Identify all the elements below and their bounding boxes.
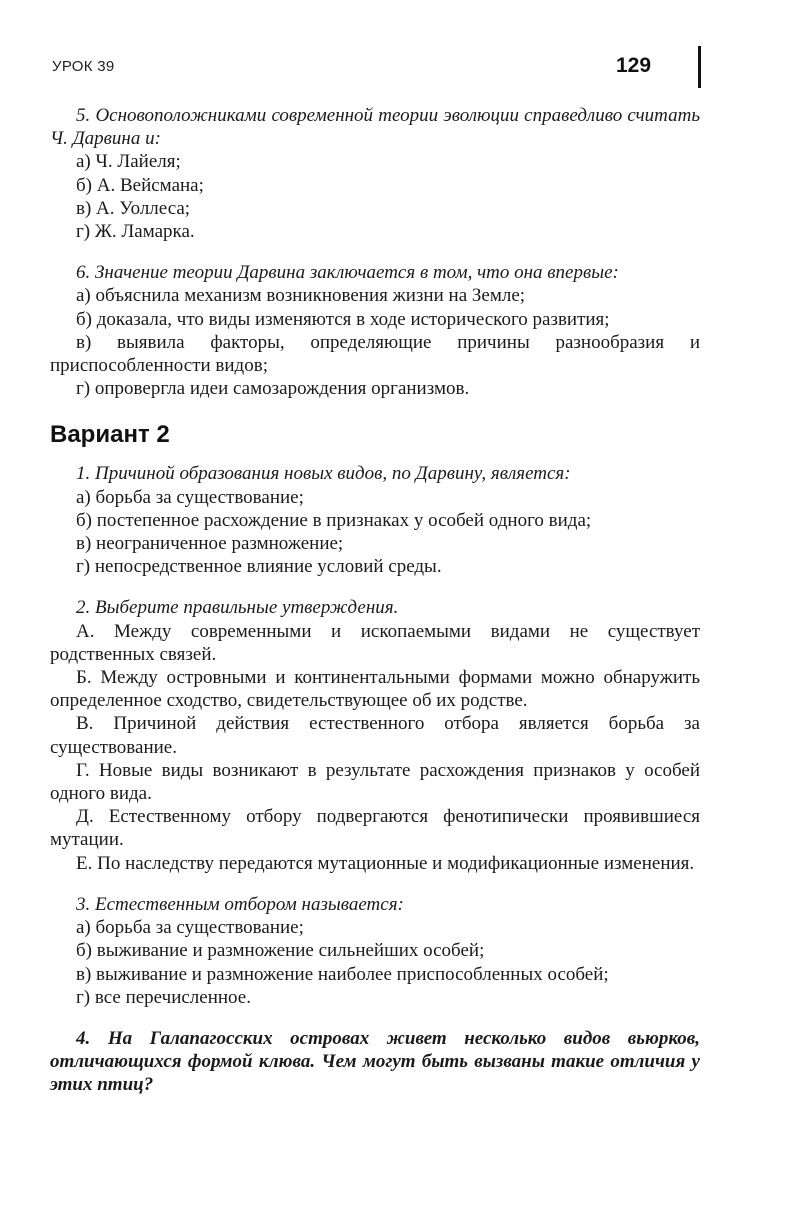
v2-question-3-option-d: г) все перечисленное.: [76, 986, 251, 1008]
v2-question-3-prompt: 3. Естественным отбором называется:: [76, 893, 404, 915]
v2-question-1-option-a: а) борьба за существование;: [76, 486, 304, 508]
v2-question-2-statement-d: Д. Естественному отбору подвергаются фенотипически проявившиеся мутации.: [50, 806, 700, 851]
v2-question-3: [50, 893, 700, 1009]
spacer: [50, 243, 700, 261]
page-content: [50, 104, 700, 1097]
question-5: [50, 104, 700, 243]
spacer: [50, 1009, 700, 1027]
variant-heading: Вариант 2: [50, 421, 170, 449]
v2-question-3-option-b: б) выживание и размножение сильнейших особей;: [76, 940, 485, 962]
question-5-option-a: а) Ч. Лайеля;: [76, 151, 181, 173]
v2-question-2: [50, 596, 700, 874]
v2-question-4: [50, 1027, 700, 1097]
v2-question-3-option-c: в) выживание и размножение наиболее приспособленных особей;: [76, 963, 609, 985]
v2-question-2-statement-b: Б. Между островными и континентальными формами можно обнаружить определенное сходство, свидетельствующее об их родстве.: [50, 667, 700, 712]
v2-question-2-statement-e: Е. По наследству передаются мутационные и модификационные изменения.: [76, 852, 695, 874]
question-6-prompt: 6. Значение теории Дарвина заключается в том, что она впервые:: [76, 262, 619, 284]
v2-question-1-option-d: г) непосредственное влияние условий среды.: [76, 556, 442, 578]
v2-question-1-option-c: в) неограниченное размножение;: [76, 533, 344, 555]
spacer: [50, 578, 700, 596]
page-number: 129: [616, 54, 652, 77]
question-5-option-d: г) Ж. Ламарка.: [76, 221, 195, 243]
question-5-option-c: в) А. Уоллеса;: [76, 197, 191, 219]
v2-question-1: [50, 462, 700, 578]
v2-question-2-statement-v: В. Причиной действия естественного отбора является борьба за существование.: [50, 713, 700, 758]
question-6-option-a: а) объяснила механизм возникновения жизни на Земле;: [76, 285, 526, 307]
v2-question-1-prompt: 1. Причиной образования новых видов, по Дарвину, является:: [76, 463, 571, 485]
v2-question-4-prompt: 4. На Галапагосских островах живет несколько видов вьюрков, отличающихся формой клюва. Чем могут быть вызваны такие отличия у этих птиц?: [50, 1027, 700, 1096]
v2-question-2-statement-a: А. Между современными и ископаемыми видами не существует родственных связей.: [50, 620, 700, 665]
question-5-prompt: 5. Основоположниками современной теории эволюции справедливо считать Ч. Дарвина и:: [50, 105, 700, 150]
v2-question-2-statement-g: Г. Новые виды возникают в результате расхождения признаков у особей одного вида.: [50, 759, 700, 805]
question-6-option-c: в) выявила факторы, определяющие причины разнообразия и приспособленности видов;: [50, 331, 700, 377]
v2-question-1-option-b: б) постепенное расхождение в признаках у особей одного вида;: [76, 509, 592, 531]
v2-question-3-option-a: а) борьба за существование;: [76, 917, 304, 939]
question-6-option-b: б) доказала, что виды изменяются в ходе исторического развития;: [76, 308, 610, 330]
spacer: [50, 875, 700, 893]
running-head: УРОК 39: [52, 58, 115, 75]
question-6-option-d: г) опровергла идеи самозарождения организмов.: [76, 378, 470, 400]
v2-question-2-prompt: 2. Выберите правильные утверждения.: [76, 597, 399, 619]
question-5-option-b: б) А. Вейсмана;: [76, 174, 204, 196]
question-6: [50, 261, 700, 400]
page-number-rule: [698, 46, 701, 88]
